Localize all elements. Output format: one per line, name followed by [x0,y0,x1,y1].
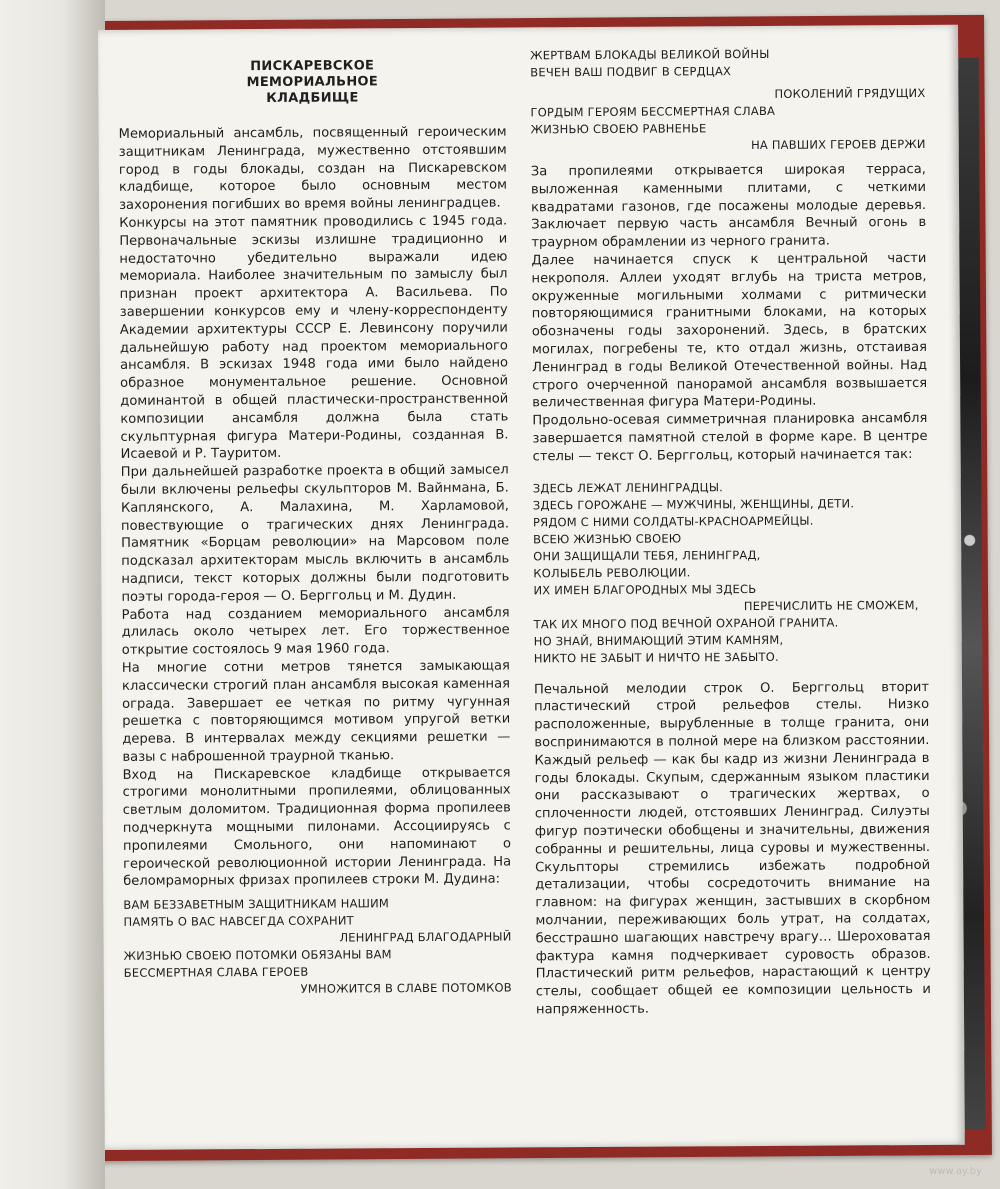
paragraph: Конкурсы на этот памятник проводились с 1945 года. Первоначальные эскизы излишне традиционно и недостаточно убедительно выражали идею мемориала. Наиболее значительным по замыслу был признан проект архитектора А. Васильева. По завершении конкурсов ему и члену-корреспонденту Академии архитектуры СССР Е. Левинсону поручили дальнейшую работу над проектом мемориального ансамбля. В эскизах 1948 года ими было найдено образное монументальное решение. Основной доминантой в общей пластически-пространственной композиции ансамбля должна была стать скульптурная фигура Матери-Родины, созданная В. Исаевой и Р. Тауритом. [119,213,509,463]
paragraph: Продольно-осевая симметричная планировка ансамбля завершается памятной стелой в форме каре. В центре стелы — текст О. Берггольц, который начинается так: [532,411,928,465]
inscription-line: ЖЕРТВАМ БЛОКАДЫ ВЕЛИКОЙ ВОЙНЫ [530,46,770,63]
inscription-line: ЛЕНИНГРАД БЛАГОДАРНЫЙ [339,929,512,945]
inscription-line: НА ПАВШИХ ГЕРОЕВ ДЕРЖИ [751,136,926,153]
dudin-inscription [123,895,512,999]
inscription-line: УМНОЖИТСЯ В СЛАВЕ ПОТОМКОВ [300,980,512,997]
inscription-line: ПАМЯТЬ О ВАС НАВСЕГДА СОХРАНИТ [123,913,354,930]
inscription-line: ИХ ИМЕН БЛАГОРОДНЫХ МЫ ЗДЕСЬ [533,581,757,597]
inscription-line: ВЕЧЕН ВАШ ПОДВИГ В СЕРДЦАХ [530,64,732,80]
title-line: МЕМОРИАЛЬНОЕ [246,74,379,91]
book-page [98,25,965,1150]
title-line: ПИСКАРЕВСКОЕ [250,58,375,75]
inscription-line: ОНИ ЗАЩИЩАЛИ ТЕБЯ, ЛЕНИНГРАД, [533,547,761,563]
inscription-line: ЖИЗНЬЮ СВОЕЮ ПОТОМКИ ОБЯЗАНЫ ВАМ [123,947,392,964]
inscription-line: БЕССМЕРТНАЯ СЛАВА ГЕРОЕВ [123,964,309,981]
paragraph: Мемориальный ансамбль, посвященный героическим защитникам Ленинграда, мужественно отстоявшим город в годы блокады, создан на Пискаревском кладбище, которое было основным местом захоронения погибших во время войны ленинградцев. [118,124,508,214]
paragraph: На многие сотни метров тянется замыкающая классически строгий план ансамбля высокая каменная ограда. Завершает ее четкая по ритму чугунная решетка с повторяющимся мотивом упругой ветки дерева. В интервалах между секциями решетки — вазы с наброшенной траурной тканью. [121,658,511,765]
inscription-line: РЯДОМ С НИМИ СОЛДАТЫ-КРАСНОАРМЕЙЦЫ. [532,513,814,529]
paragraph: За пропилеями открывается широкая терраса, выложенная каменными плитами, с четкими квадратами газонов, где посажены молодые деревья. Заключает первую часть ансамбля Вечный огонь в траурном обрамлении из черного гранита. [530,161,927,251]
page-title [118,58,506,108]
paragraph: Далее начинается спуск к центральной части некрополя. Аллеи уходят вглубь на триста метров, окруженные могильными холмами с ритмически повторяющимися гранитными блоками, на которых обозначены годы захоронений. Здесь, в братских могилах, погребены те, кто отдал жизнь, отстаивая Ленинград в годы Великой Отечественной войны. Над строго очерченной панорамой ансамбля возвышается величественная фигура Матери-Родины. [531,250,928,411]
paragraph: Печальной мелодии строк О. Берггольц вторит пластический строй рельефов стелы. Низко расположенные, вырубленные в толще гранита, они воспринимаются в полной мере на близком расстоянии. Каждый рельеф — как бы кадр из жизни Ленинграда в годы блокады. Скупым, сдержанным языком пластики они рассказывают о трагических жертвах, о сплоченности людей, отстоявших Ленинград. Силуэты фигур поэтически обобщены и значительны, движения собранны и решительны, лица суровы и мужественны. Скульпторы стремились избежать подробной детализации, чтобы сосредоточить внимание на главном: на фигурах женщин, застывших в скорбном молчании, переживающих боль утрат, на солдатах, бесстрашно шагающих навстречу врагу… Шероховатая фактура камня подчеркивает суровость образов. Пластический ритм рельефов, нарастающий к центру стелы, сообщает общей ее композиции цельность и напряженность. [533,679,931,1018]
propylaea-inscription [530,45,926,155]
inscription-line: ВАМ БЕЗЗАВЕТНЫМ ЗАЩИТНИКАМ НАШИМ [123,896,390,913]
left-page-edge [0,0,105,1189]
berggolts-inscription [533,477,929,666]
inscription-line: НИКТО НЕ ЗАБЫТ И НИЧТО НЕ ЗАБЫТО. [533,649,779,665]
inscription-line: ПОКОЛЕНИЙ ГРЯДУЩИХ [774,85,926,101]
paragraph: Вход на Пискаревское кладбище открывается строгими монолитными пропилеями, облицованных светлым доломитом. Традиционная форма пропилеев подчеркнута мощными пилонами. Ассоциируясь с пропилеями Смольного, они напоминают о героической революционной истории Ленинграда. На беломраморных фризах пропилеев строки М. Дудина: [122,765,512,890]
inscription-line: ТАК ИХ МНОГО ПОД ВЕЧНОЙ ОХРАНОЙ ГРАНИТА. [533,615,839,631]
inscription-line: ГОРДЫМ ГЕРОЯМ БЕССМЕРТНАЯ СЛАВА [530,103,776,120]
paragraph: При дальнейшей разработке проекта в общий замысел были включены рельефы скульпторов М. Вайнмана, Б. Каплянского, А. Малахина, М. Харламовой, повествующие о трагических днях Ленинграда. Памятник «Борцам революции» на Марсовом поле подсказал архитекторам мысль включить в ансамбль надписи, текст которых должны были подготовить поэты города-героя — О. Берггольц и М. Дудин. [120,462,510,605]
title-line: КЛАДБИЩЕ [266,90,359,106]
watermark: www.ay.by [929,1166,982,1177]
inscription-line: ЖИЗНЬЮ СВОЕЮ РАВНЕНЬЕ [530,121,707,137]
inscription-line: ЗДЕСЬ ЛЕЖАТ ЛЕНИНГРАДЦЫ. [532,479,724,495]
right-column [530,45,931,1019]
inscription-line: ВСЕЮ ЖИЗНЬЮ СВОЕЮ [533,530,682,546]
inscription-line: ПЕРЕЧИСЛИТЬ НЕ СМОЖЕМ, [743,597,919,613]
left-column [118,58,512,1006]
inscription-line: ЗДЕСЬ ГОРОЖАНЕ — МУЖЧИНЫ, ЖЕНЩИНЫ, ДЕТИ. [532,495,855,512]
inscription-line: НО ЗНАЙ, ВНИМАЮЩИЙ ЭТИМ КАМНЯМ, [533,632,784,648]
inscription-line: КОЛЫБЕЛЬ РЕВОЛЮЦИИ. [533,564,691,580]
paragraph: Работа над созданием мемориального ансамбля длилась около четырех лет. Его торжественное открытие состоялось 9 мая 1960 года. [121,605,510,658]
